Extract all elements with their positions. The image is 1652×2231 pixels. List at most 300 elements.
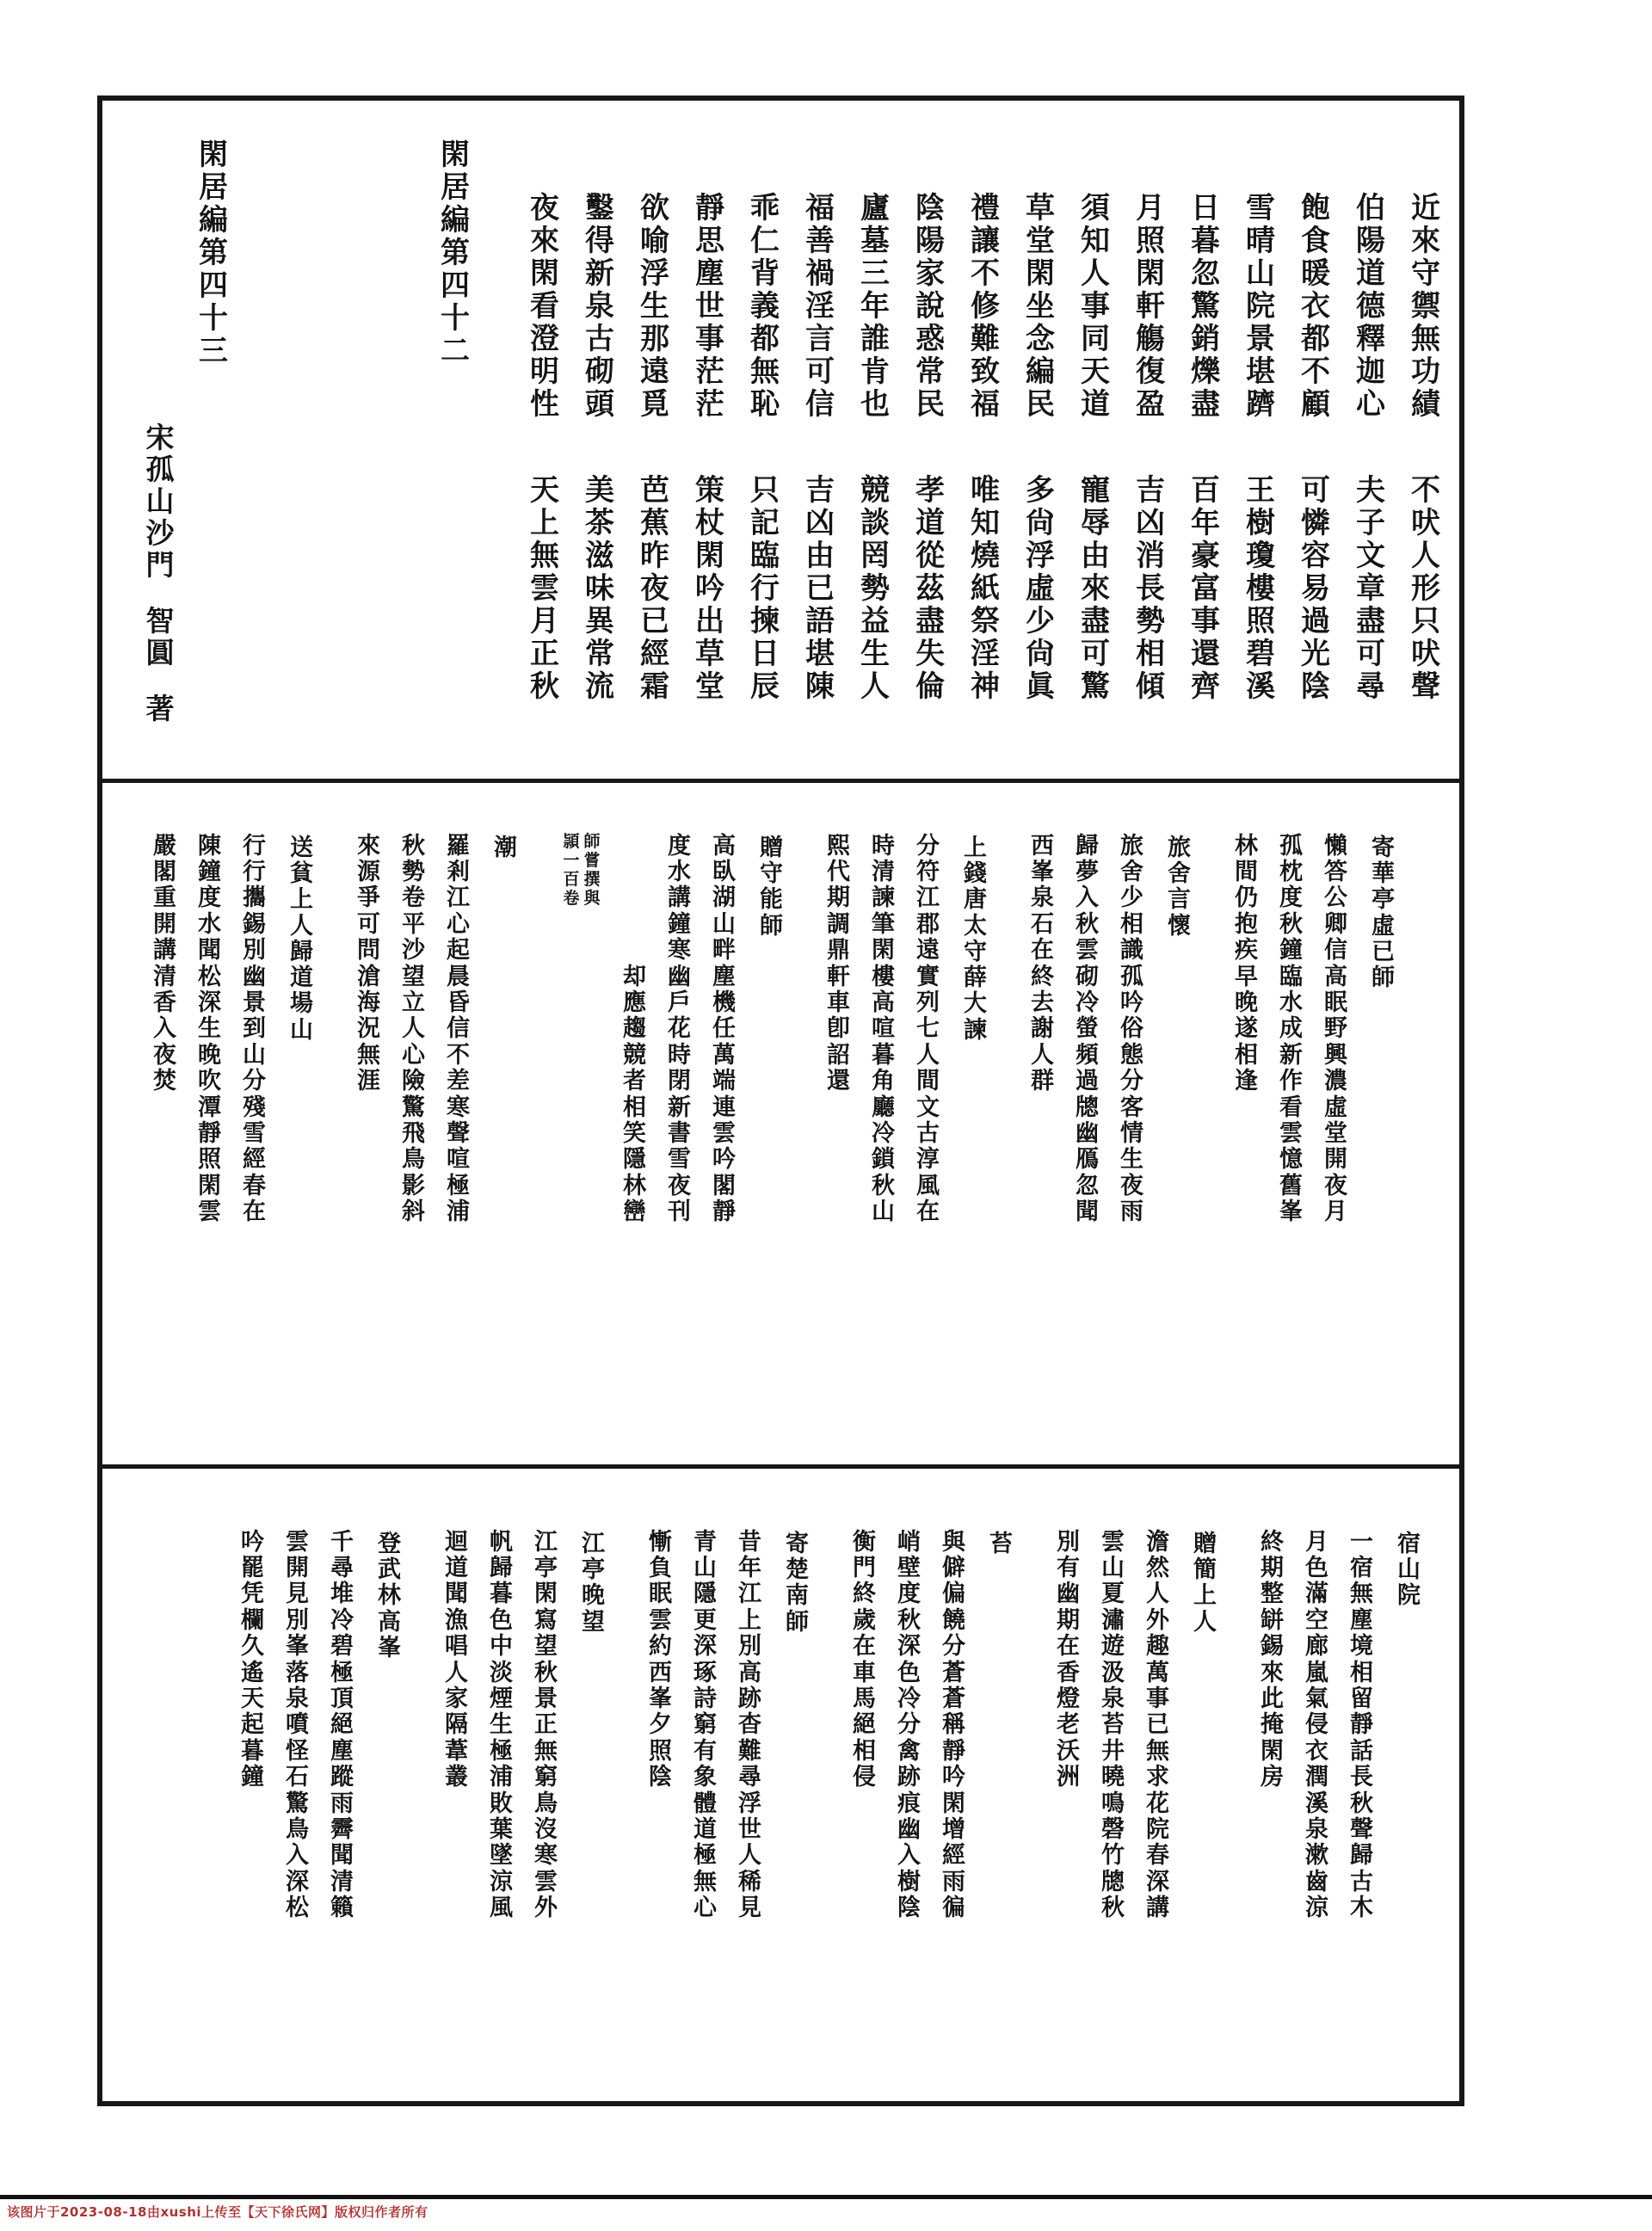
verse-line [585,193,614,475]
glyph: 靜 [198,1120,221,1147]
glyph: 外 [1146,1606,1169,1633]
glyph: 唱 [445,1632,468,1659]
glyph: 難 [738,1737,761,1764]
glyph: 浮 [640,258,669,291]
glyph: 雲 [530,573,559,606]
text-section-juan43-part1 [102,779,1459,1469]
glyph: 詩 [693,1686,717,1712]
glyph: 浦 [490,1763,513,1790]
verse-line [916,1094,940,1225]
glyph: 入 [897,1842,921,1869]
glyph: 陳 [805,671,835,704]
glyph: 見 [286,1581,309,1607]
glyph: 上 [964,835,987,860]
glyph: 苔 [989,1531,1013,1556]
verse-line [712,833,736,964]
poem-title [377,1529,402,1661]
glyph: 趨 [623,1015,646,1042]
glyph: 古 [1350,1868,1373,1895]
glyph: 院 [1146,1816,1169,1843]
glyph: 窮 [534,1763,558,1790]
glyph: 僻 [942,1555,965,1581]
glyph: 衡 [853,1529,876,1555]
verse-line [693,1660,717,1790]
glyph: 別 [286,1606,309,1633]
glyph: 疾 [1235,936,1258,963]
glyph: 軒 [827,964,850,989]
glyph: 焚 [153,1067,176,1094]
poem-lines-column [852,1529,877,1921]
poem-couplet-column [1244,139,1277,705]
glyph: 在 [853,1632,876,1659]
glyph: 照 [1246,606,1275,638]
verse-line [490,1660,513,1790]
glyph: 月 [1305,1529,1328,1555]
glyph: 稱 [942,1711,965,1738]
glyph: 寒 [534,1842,558,1869]
glyph: 籟 [330,1894,354,1920]
glyph: 揀 [750,606,780,638]
glyph: 與 [583,889,601,908]
glyph: 謝 [1031,1015,1054,1042]
glyph: 到 [243,1015,266,1042]
glyph: 螢 [1076,1015,1099,1042]
glyph: 知 [1081,225,1110,258]
glyph: 消 [1136,540,1165,573]
glyph: 卽 [827,1015,850,1042]
glyph: 磬 [1101,1816,1125,1843]
glyph: 陰 [897,1894,921,1920]
verse-line [1279,1094,1303,1225]
glyph: 茫 [695,389,724,422]
glyph: 更 [693,1606,717,1633]
glyph: 無 [534,1737,558,1764]
verse-line [1305,1660,1328,1790]
glyph: 智 [145,606,175,638]
glyph: 迦 [1356,356,1385,389]
glyph: 上 [290,886,313,913]
glyph: 抱 [1235,910,1258,937]
glyph: 空 [1305,1606,1328,1633]
verse-line [1324,1094,1347,1225]
glyph: 野 [1324,1015,1347,1042]
glyph: 砌 [585,356,614,389]
glyph: 聞 [198,936,221,963]
glyph: 堪 [805,638,835,671]
verse-line [1136,475,1165,705]
glyph: 天 [241,1686,264,1712]
verse-line [402,1094,425,1225]
glyph: 雲 [1279,1120,1303,1147]
glyph: 盡 [1081,606,1110,638]
glyph: 孝 [915,475,945,507]
glyph: 夫 [1356,475,1385,507]
glyph: 有 [693,1737,717,1764]
glyph: 入 [153,1015,176,1042]
glyph: 靜 [712,1198,736,1224]
glyph: 俗 [1120,1015,1143,1042]
glyph: 分 [897,1711,921,1738]
glyph: 門 [145,550,175,582]
glyph: 競 [623,1041,646,1068]
glyph: 雨 [330,1790,354,1816]
glyph: 秋 [1279,910,1303,937]
glyph: 暮 [490,1581,513,1607]
glyph: 雨 [942,1868,965,1895]
glyph: 山 [1397,1556,1421,1583]
glyph: 千 [330,1529,354,1555]
glyph: 欲 [640,193,669,225]
glyph: 夜 [640,573,669,606]
glyph: 道 [915,508,945,540]
glyph: 源 [357,859,380,885]
text-section-juan42-end [102,101,1459,779]
glyph: 風 [490,1894,513,1920]
glyph: 閑 [695,540,724,573]
glyph: 漱 [1305,1842,1328,1869]
glyph: 松 [286,1894,309,1920]
glyph: 別 [738,1632,761,1659]
glyph: 應 [623,989,646,1016]
glyph: 門 [853,1555,876,1581]
glyph: 饒 [942,1606,965,1633]
glyph: 在 [243,1198,266,1224]
glyph: 談 [860,508,890,540]
glyph: 閑 [1026,258,1055,291]
glyph: 徧 [942,1894,965,1920]
poem-couplet-column [859,139,891,705]
glyph: 第 [199,237,228,270]
glyph: 秋 [1350,1790,1373,1816]
glyph: 驚 [1191,291,1220,324]
glyph: 香 [153,989,176,1016]
verse-line [1057,1660,1080,1790]
glyph: 洲 [1057,1763,1080,1790]
glyph: 鐘 [668,910,691,937]
glyph: 閑 [1261,1737,1284,1764]
poem-lines-column [1304,1529,1329,1921]
verse-line [860,193,890,475]
verse-line [1350,1529,1373,1660]
glyph: 終 [1031,964,1054,989]
glyph: 院 [1397,1582,1421,1609]
glyph: 福 [805,193,835,225]
verse-line [1356,475,1385,705]
glyph: 吟 [695,573,724,606]
glyph: 信 [805,389,835,422]
chapter-start-title [197,139,230,369]
glyph: 懷 [1168,912,1191,939]
verse-line [750,475,780,705]
glyph: 雲 [1101,1529,1125,1555]
glyph: 此 [1261,1686,1284,1712]
glyph: 來 [530,225,559,258]
glyph: 道 [693,1816,717,1843]
glyph: 正 [530,638,559,671]
verse-line [668,1094,691,1225]
verse-line [402,964,425,1094]
glyph: 一 [563,851,580,870]
glyph: 萬 [1146,1660,1169,1686]
glyph: 浦 [447,1198,470,1224]
verse-line [1301,193,1330,475]
poem-couplet-column [1299,139,1332,705]
glyph: 蕉 [640,508,669,540]
glyph: 亭 [534,1555,558,1581]
poem-couplet-column [1409,139,1442,705]
glyph: 勢 [402,859,425,885]
glyph: 新 [585,258,614,291]
glyph: 貧 [290,860,313,887]
glyph: 行 [243,833,266,859]
verse-line [712,964,736,1094]
glyph: 春 [1146,1842,1169,1869]
glyph: 誰 [860,324,890,356]
verse-line [640,475,669,705]
glyph: 多 [1026,475,1055,507]
glyph: 爍 [1191,356,1220,389]
glyph: 列 [916,989,940,1016]
verse-line [490,1529,513,1660]
glyph: 度 [897,1581,921,1607]
glyph: 經 [640,638,669,671]
glyph: 盡 [1356,606,1385,638]
glyph: 春 [243,1172,266,1199]
glyph: 乖 [750,193,780,225]
verse-line [445,1529,468,1660]
glyph: 帆 [490,1529,513,1555]
verse-line [738,1790,761,1921]
glyph: 相 [1350,1660,1373,1686]
glyph: 飽 [1301,193,1330,225]
glyph: 茶 [585,508,614,540]
glyph: 晚 [1235,989,1258,1016]
glyph: 凭 [241,1581,264,1607]
glyph: 高 [712,833,736,859]
poem-title [289,833,314,1043]
glyph: 剎 [447,859,470,885]
glyph: 已 [805,573,835,606]
glyph: 寄 [1372,835,1395,860]
glyph: 人 [1031,1041,1054,1068]
glyph: 樓 [1246,573,1275,606]
glyph: 飛 [402,1120,425,1147]
glyph: 世 [695,291,724,324]
glyph: 知 [971,508,1000,540]
glyph: 寄 [786,1531,809,1556]
glyph: 不 [447,1041,470,1068]
glyph: 淳 [916,1146,940,1173]
glyph: 鼎 [827,936,850,963]
glyph: 鐘 [241,1763,264,1790]
glyph: 青 [693,1529,717,1555]
glyph: 得 [585,225,614,258]
verse-line [1120,833,1143,964]
glyph: 行 [750,573,780,606]
verse-line [649,1529,672,1660]
verse-line [357,964,380,1094]
verse-line [1101,1529,1125,1660]
glyph: 老 [1057,1711,1080,1738]
glyph: 憶 [1279,1146,1303,1173]
glyph: 正 [534,1711,558,1738]
glyph: 聲 [1350,1816,1373,1843]
glyph: 分 [1120,1067,1143,1094]
glyph: 塵 [330,1737,354,1764]
glyph: 閣 [153,859,176,885]
glyph: 幽 [668,964,691,989]
glyph: 江 [447,884,470,911]
glyph: 編 [199,205,228,237]
glyph: 歸 [1350,1842,1373,1869]
glyph: 慚 [649,1529,672,1555]
glyph: 須 [1081,193,1110,225]
glyph: 世 [738,1816,761,1843]
glyph: 溪 [1246,671,1275,704]
verse-line [897,1790,921,1921]
glyph: 言 [1168,886,1191,913]
glyph: 由 [805,540,835,573]
glyph: 鎖 [872,1146,895,1173]
glyph: 暮 [241,1737,264,1764]
glyph: 月 [530,606,559,638]
glyph: 大 [964,990,987,1017]
glyph: 豪 [1191,540,1220,573]
glyph: 夢 [1076,859,1099,885]
glyph: 策 [695,475,724,507]
glyph: 已 [1146,1711,1169,1738]
glyph: 旅 [1120,833,1143,859]
glyph: 馬 [853,1686,876,1712]
glyph: 墓 [860,225,890,258]
glyph: 迴 [445,1529,468,1555]
glyph: 記 [750,508,780,540]
glyph: 靜 [942,1737,965,1764]
glyph: 境 [1350,1632,1373,1659]
glyph: 答 [1324,859,1347,885]
glyph: 流 [585,671,614,704]
glyph: 禦 [1411,291,1440,324]
glyph: 滄 [357,964,380,989]
poem-couplet-column [638,139,671,705]
glyph: 暮 [1191,225,1220,258]
glyph: 閑 [1136,258,1165,291]
glyph: 跡 [897,1763,921,1790]
glyph: 古 [916,1120,940,1147]
glyph: 作 [1279,1067,1303,1094]
glyph: 臥 [712,859,736,885]
glyph: 期 [1057,1606,1080,1633]
glyph: 雲 [649,1606,672,1633]
glyph: 雲 [712,1120,736,1147]
glyph: 喧 [872,1015,895,1042]
glyph: 出 [695,606,724,638]
glyph: 閉 [668,1067,691,1094]
glyph: 幽 [897,1816,921,1843]
glyph: 心 [1356,389,1385,422]
poem-couplet-column [914,139,946,705]
glyph: 中 [490,1632,513,1659]
glyph: 高 [872,989,895,1016]
glyph: 壁 [897,1555,921,1581]
glyph: 泉 [1031,884,1054,911]
note-subcolumn [561,833,582,908]
verse-line [1057,1529,1080,1660]
glyph: 績 [1411,389,1440,422]
glyph: 石 [1031,910,1054,937]
glyph: 茲 [915,573,945,606]
verse-line [1305,1529,1328,1660]
glyph: 上 [1193,1582,1217,1609]
glyph: 百 [1191,475,1220,507]
glyph: 靜 [1350,1711,1373,1738]
glyph: 識 [1120,936,1143,963]
glyph: 生 [1120,1146,1143,1173]
glyph: 陽 [915,225,945,258]
glyph: 葉 [490,1816,513,1843]
glyph: 師 [1372,965,1395,991]
glyph: 不 [1411,475,1440,507]
glyph: 潚 [1101,1606,1125,1633]
glyph: 雨 [1120,1198,1143,1224]
glyph: 編 [1026,356,1055,389]
glyph: 凶 [1136,508,1165,540]
poem-couplet-column [1024,139,1057,705]
glyph: 江 [534,1529,558,1555]
glyph: 忽 [1191,258,1220,291]
glyph: 事 [1081,291,1110,324]
glyph: 刊 [668,1198,691,1224]
glyph: 守 [760,860,783,887]
glyph: 仍 [1235,884,1258,911]
poem-lines-column [197,833,222,1225]
glyph: 齒 [1305,1868,1328,1895]
glyph: 顧 [1301,389,1330,422]
glyph: 日 [1191,193,1220,225]
glyph: 山 [290,1016,313,1043]
glyph: 陰 [915,193,945,225]
verse-line [1120,964,1143,1094]
glyph: 隱 [623,1146,646,1173]
glyph: 性 [530,389,559,422]
glyph: 仁 [750,225,780,258]
glyph: 天 [1081,356,1110,389]
glyph: 無 [530,540,559,573]
glyph: 照 [1136,225,1165,258]
glyph: 生 [198,1015,221,1042]
glyph: 嘗 [583,851,601,870]
glyph: 暮 [872,1041,895,1068]
glyph: 經 [942,1842,965,1869]
poem-lines-column [1056,1529,1081,1921]
glyph: 燈 [1057,1686,1080,1712]
verse-line [241,1529,264,1660]
glyph: 吉 [805,475,835,507]
glyph: 外 [534,1894,558,1920]
glyph: 長 [1136,573,1165,606]
glyph: 度 [668,833,691,859]
glyph: 晨 [447,964,470,989]
glyph: 神 [971,671,1000,704]
glyph: 端 [712,1067,736,1094]
verse-line [534,1529,558,1660]
glyph: 芭 [640,475,669,507]
glyph: 容 [1301,540,1330,573]
glyph: 來 [1081,573,1110,606]
glyph: 峭 [897,1529,921,1555]
glyph: 閑 [872,936,895,963]
glyph: 眞 [1026,671,1055,704]
